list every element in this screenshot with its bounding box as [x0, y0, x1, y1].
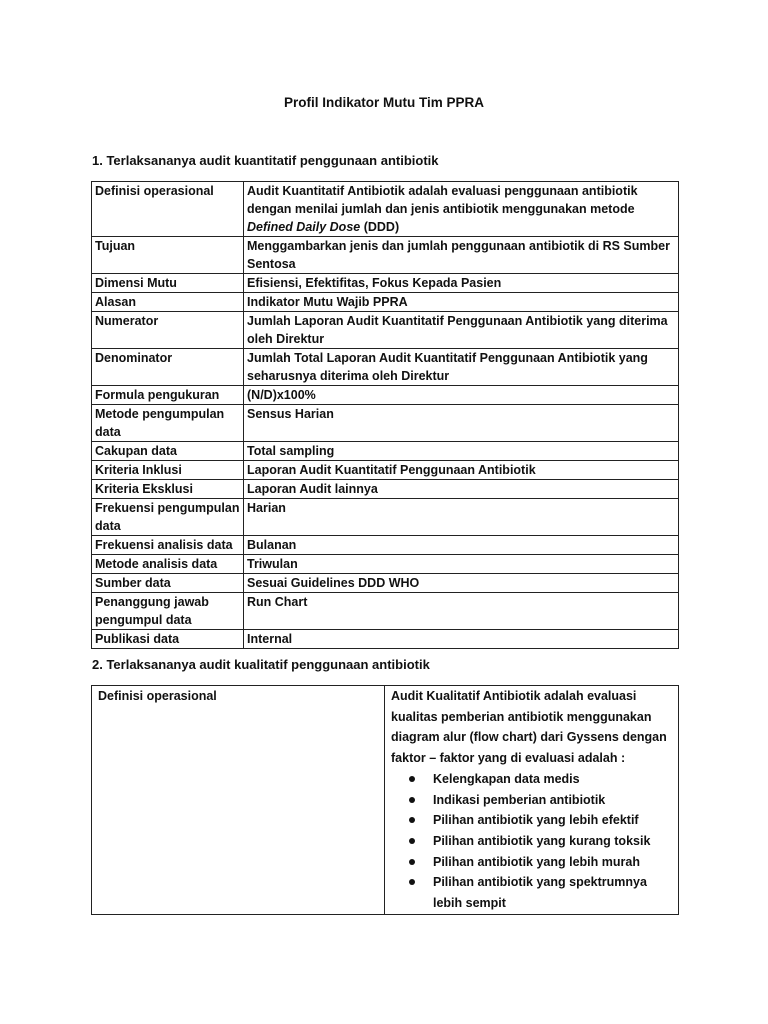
list-item: Indikasi pemberian antibiotik	[433, 790, 672, 811]
list-item: Kelengkapan data medis	[433, 769, 672, 790]
table-row	[92, 461, 679, 480]
table-row	[92, 574, 679, 593]
table-row	[92, 405, 679, 442]
table-row	[92, 480, 679, 499]
row-value: Harian	[244, 499, 679, 536]
section-1-heading: 1. Terlaksananya audit kuantitatif penggunaan antibiotik	[92, 153, 439, 168]
row-value-definisi	[244, 182, 679, 237]
row-label: Alasan	[92, 293, 244, 312]
row-value: Laporan Audit Kuantitatif Penggunaan Antibiotik	[244, 461, 679, 480]
definisi-text-after: (DDD)	[360, 220, 400, 234]
row-label: Metode pengumpulan data	[92, 405, 244, 442]
definisi-text-before: Audit Kuantitatif Antibiotik adalah evaluasi penggunaan antibiotik dengan menilai jumlah dan jenis antibiotik menggunakan metode	[247, 184, 638, 216]
table-row	[92, 386, 679, 405]
row-label: Definisi operasional	[92, 182, 244, 237]
list-item: Pilihan antibiotik yang lebih murah	[433, 852, 672, 873]
row-value: Run Chart	[244, 593, 679, 630]
row-label: Dimensi Mutu	[92, 274, 244, 293]
row-label: Frekuensi analisis data	[92, 536, 244, 555]
indicator-table-2	[91, 685, 679, 915]
table-row	[92, 312, 679, 349]
table-row	[92, 555, 679, 574]
indicator-table-1-body	[92, 182, 679, 649]
row-label: Kriteria Eksklusi	[92, 480, 244, 499]
table-row	[92, 442, 679, 461]
table-row	[92, 182, 679, 237]
row-label: Kriteria Inklusi	[92, 461, 244, 480]
row-value: Jumlah Laporan Audit Kuantitatif Penggunaan Antibiotik yang diterima oleh Direktur	[244, 312, 679, 349]
row-value: Efisiensi, Efektifitas, Fokus Kepada Pasien	[244, 274, 679, 293]
row-label: Tujuan	[92, 237, 244, 274]
table-row	[92, 536, 679, 555]
definisi-text-italic: Defined Daily Dose	[247, 220, 361, 234]
row-label: Publikasi data	[92, 630, 244, 649]
row-value: Triwulan	[244, 555, 679, 574]
indicator-table-1	[91, 181, 679, 649]
row-value: (N/D)x100%	[244, 386, 679, 405]
table-row	[92, 499, 679, 536]
row-value: Jumlah Total Laporan Audit Kuantitatif Penggunaan Antibiotik yang seharusnya diterima oleh Direktur	[244, 349, 679, 386]
page-title: Profil Indikator Mutu Tim PPRA	[283, 95, 484, 110]
table-row	[92, 237, 679, 274]
row-value: Sensus Harian	[244, 405, 679, 442]
row-value: Total sampling	[244, 442, 679, 461]
row-label: Penanggung jawab pengumpul data	[92, 593, 244, 630]
row-label: Frekuensi pengumpulan data	[92, 499, 244, 536]
table-row	[92, 630, 679, 649]
row-label: Numerator	[92, 312, 244, 349]
row-label: Formula pengukuran	[92, 386, 244, 405]
row-value: Bulanan	[244, 536, 679, 555]
table-row	[92, 593, 679, 630]
factor-list	[391, 769, 672, 914]
row-label: Denominator	[92, 349, 244, 386]
row-value: Sesuai Guidelines DDD WHO	[244, 574, 679, 593]
row-label: Sumber data	[92, 574, 244, 593]
row-value: Menggambarkan jenis dan jumlah penggunaan antibiotik di RS Sumber Sentosa	[244, 237, 679, 274]
table-row	[92, 293, 679, 312]
section-2-heading: 2. Terlaksananya audit kualitatif penggunaan antibiotik	[92, 657, 430, 672]
row-label: Definisi operasional	[92, 686, 385, 915]
row-value-definisi-2	[385, 686, 679, 915]
row-label: Cakupan data	[92, 442, 244, 461]
row-value: Indikator Mutu Wajib PPRA	[244, 293, 679, 312]
row-value: Laporan Audit lainnya	[244, 480, 679, 499]
definisi-2-text: Audit Kualitatif Antibiotik adalah evaluasi kualitas pemberian antibiotik menggunakan diagram alur (flow chart) dari Gyssens dengan faktor – faktor yang di evaluasi adalah :	[391, 689, 667, 766]
table-row	[92, 274, 679, 293]
list-item: Pilihan antibiotik yang spektrumnya lebih sempit	[433, 872, 672, 913]
row-value: Internal	[244, 630, 679, 649]
list-item: Pilihan antibiotik yang lebih efektif	[433, 810, 672, 831]
list-item: Pilihan antibiotik yang kurang toksik	[433, 831, 672, 852]
table-row	[92, 686, 679, 915]
table-row	[92, 349, 679, 386]
row-label: Metode analisis data	[92, 555, 244, 574]
